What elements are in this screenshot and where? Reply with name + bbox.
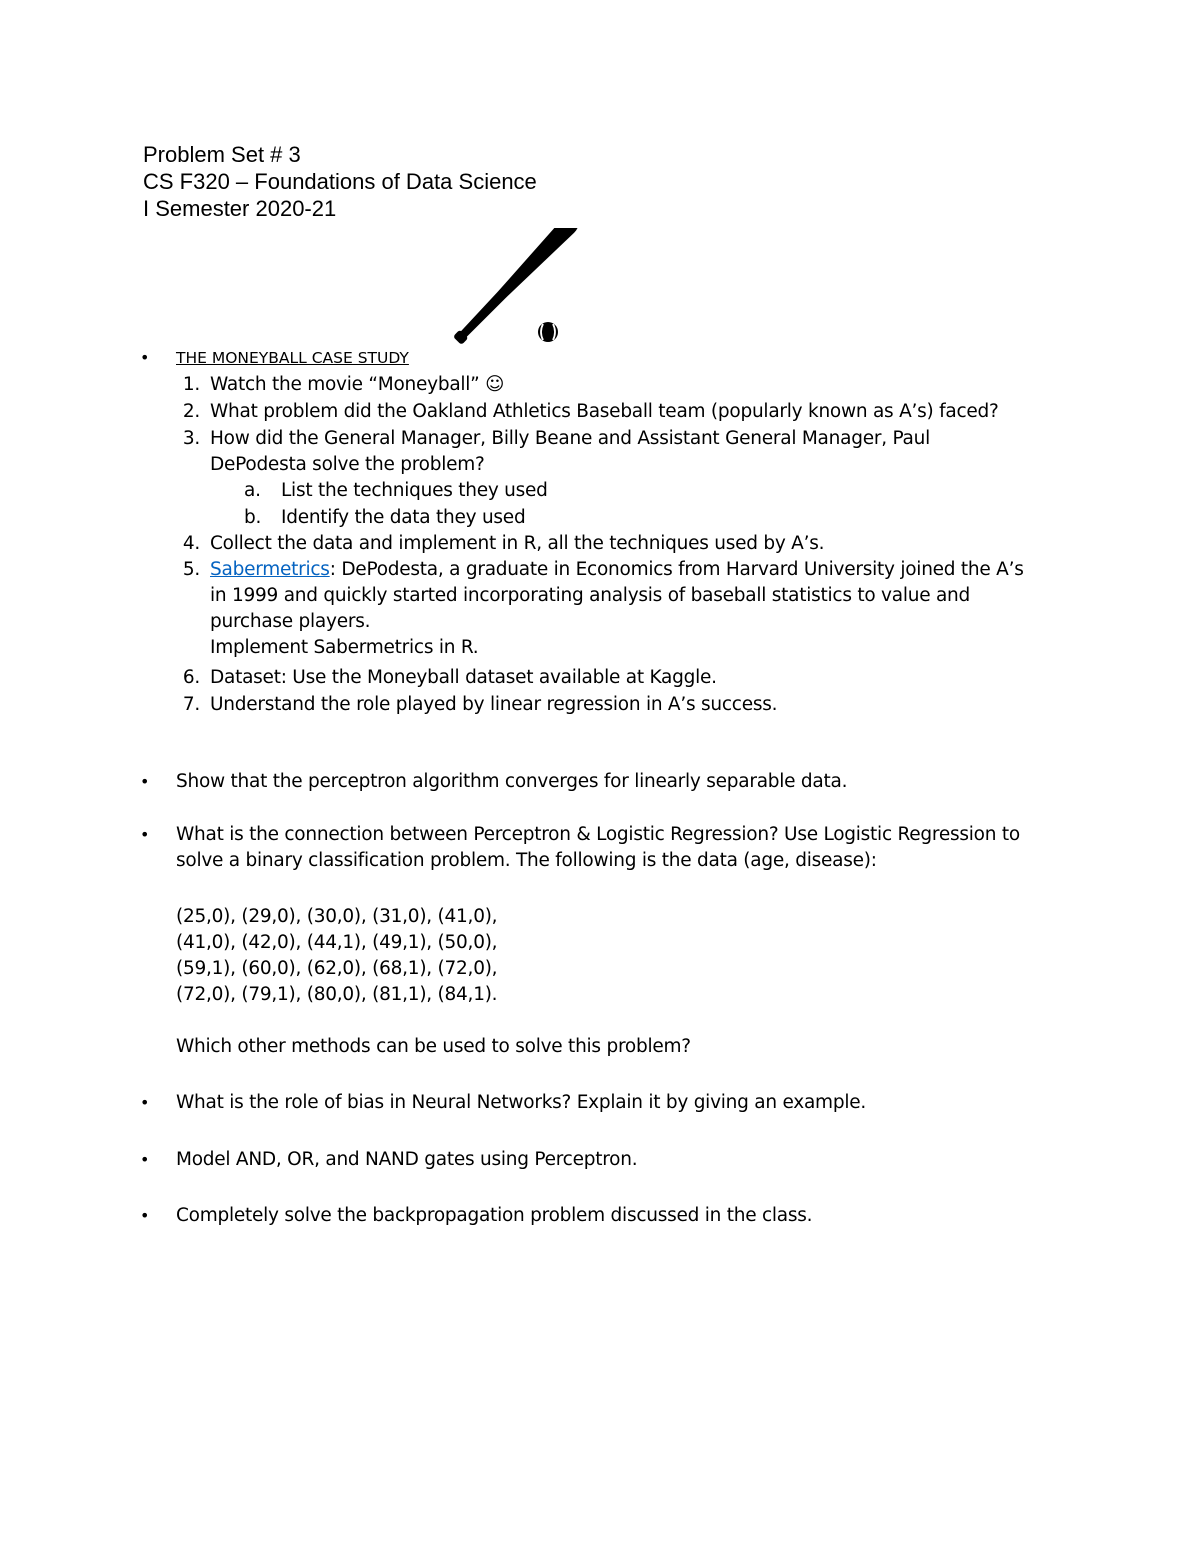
page-title: Problem Set # 3 [143,142,301,167]
question-logistic: What is the connection between Perceptron & Logistic Regression? Use Logistic Regression to [176,824,1020,845]
bullet-icon: • [140,772,150,791]
list-number: 2. [182,401,200,422]
list-number: 5. [182,559,200,580]
list-item [210,557,1024,583]
question-backprop: Completely solve the backpropagation problem discussed in the class. [176,1205,813,1226]
bullet-icon: • [140,1093,150,1112]
baseball-icon [538,322,558,342]
sublist-item: List the techniques they used [281,480,548,501]
question-gates: Model AND, OR, and NAND gates using Perceptron. [176,1149,638,1170]
list-item-text: : DePodesta, a graduate in Economics from Harvard University joined the A’s [329,559,1024,580]
sabermetrics-link[interactable]: Sabermetrics [210,559,330,580]
list-number: 1. [182,374,200,395]
list-item: Watch the movie “Moneyball” ☺ [210,374,505,395]
list-item-continuation: in 1999 and quickly started incorporating analysis of baseball statistics to value and [210,585,971,606]
list-number: 3. [182,428,200,449]
data-row: (59,1), (60,0), (62,0), (68,1), (72,0), [176,958,498,979]
list-item: Collect the data and implement in R, all the techniques used by A’s. [210,533,825,554]
list-item: How did the General Manager, Billy Beane and Assistant General Manager, Paul [210,428,930,449]
list-item-continuation: Implement Sabermetrics in R. [210,637,479,658]
bullet-icon: • [140,825,150,844]
sublist-letter: a. [244,480,261,501]
semester-label: I Semester 2020-21 [143,196,337,221]
list-number: 7. [182,694,200,715]
list-item: Dataset: Use the Moneyball dataset available at Kaggle. [210,667,717,688]
bullet-icon: • [140,348,150,367]
question-other-methods: Which other methods can be used to solve this problem? [176,1036,691,1057]
question-bias: What is the role of bias in Neural Networks? Explain it by giving an example. [176,1092,866,1113]
data-row: (72,0), (79,1), (80,0), (81,1), (84,1). [176,984,498,1005]
list-number: 4. [182,533,200,554]
question-perceptron: Show that the perceptron algorithm converges for linearly separable data. [176,771,848,792]
course-title: CS F320 – Foundations of Data Science [143,169,537,194]
sublist-letter: b. [244,507,262,528]
list-item: What problem did the Oakland Athletics Baseball team (popularly known as A’s) faced? [210,401,999,422]
baseball-bat-icon [440,228,580,358]
list-item-continuation: DePodesta solve the problem? [210,454,485,475]
bullet-icon: • [140,1150,150,1169]
bullet-icon: • [140,1206,150,1225]
list-item: Understand the role played by linear regression in A’s success. [210,694,778,715]
list-item-continuation: purchase players. [210,611,371,632]
data-row: (41,0), (42,0), (44,1), (49,1), (50,0), [176,932,498,953]
data-row: (25,0), (29,0), (30,0), (31,0), (41,0), [176,906,498,927]
question-logistic-continuation: solve a binary classification problem. The following is the data (age, disease): [176,850,877,871]
list-number: 6. [182,667,200,688]
section-heading: THE MONEYBALL CASE STUDY [176,349,409,367]
sublist-item: Identify the data they used [281,507,526,528]
